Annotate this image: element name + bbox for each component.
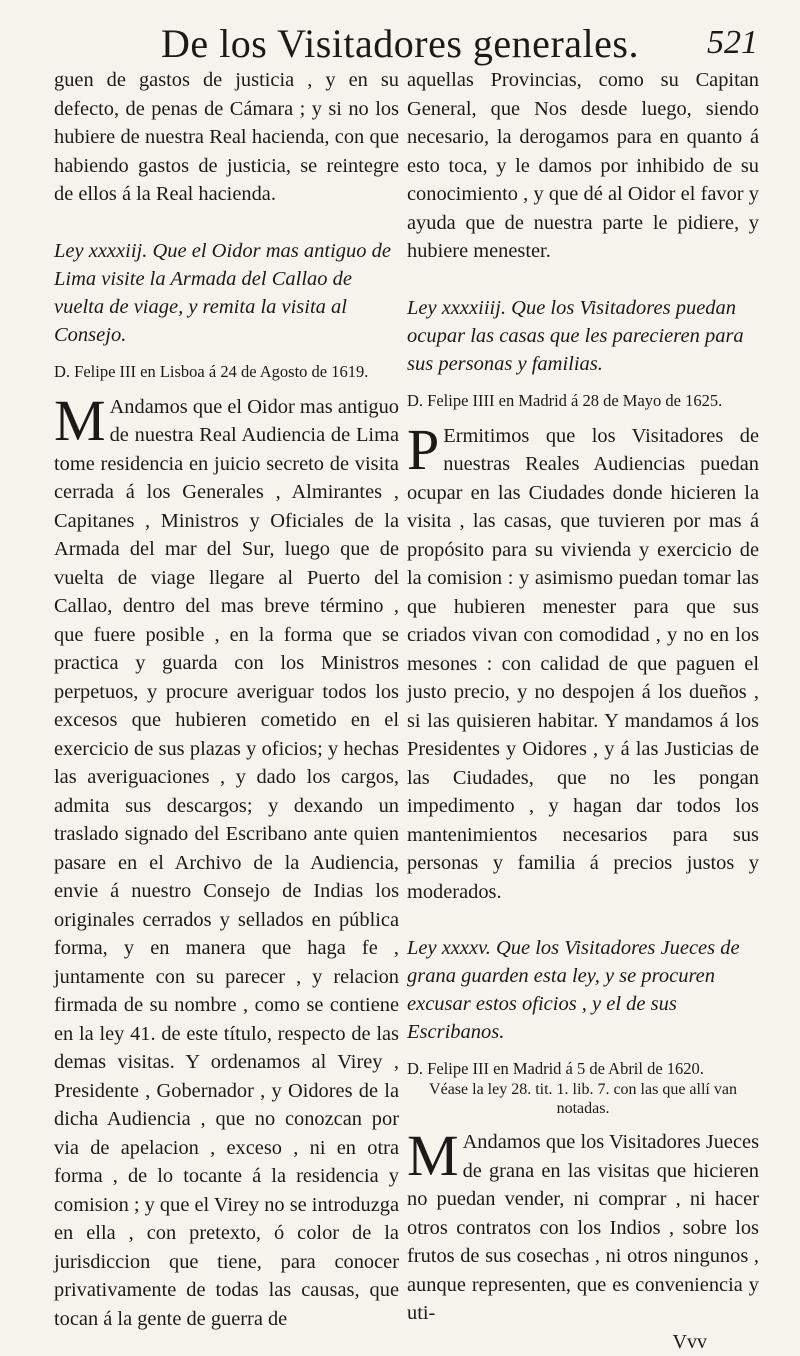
law-35-text: Andamos que los Visitadores Jueces de grana en las visitas que hicieren no puedan vender, ni comprar , ni hacer otros contratos con los Indios , sobre los frutos de sus cosechas , ni otros ningunos , aunque representen, que es conveniencia y uti- (407, 1131, 759, 1324)
law-33-title: Ley xxxxiij. Que el Oidor mas antiguo de Lima visite la Armada del Callao de vuelta de viage, y remita la visita al Consejo. (54, 237, 399, 349)
right-column (407, 66, 759, 1356)
law-34-body (407, 422, 759, 907)
page-number: 521 (707, 24, 758, 62)
drop-cap: M (407, 1134, 459, 1178)
law-35-cross-reference: Véase la ley 28. tit. 1. lib. 7. con las que allí van notadas. (407, 1080, 759, 1118)
catchword: Vvv (407, 1328, 707, 1356)
drop-cap: M (54, 399, 106, 443)
law-33-body (54, 393, 399, 1334)
law-35-date: D. Felipe III en Madrid á 5 de Abril de 1620. (407, 1058, 759, 1080)
running-title: De los Visitadores generales. (0, 20, 800, 67)
law-34-text: Ermitimos que los Visitadores de nuestras Reales Audiencias puedan ocupar en las Ciudades donde hicieren la visita , las casas, que tuvieren por mas á propósito para su vivienda y exercicio de la comision : y asimismo puedan tomar las que hubieren menester para que sus criados vivan con comodidad , y no en los mesones : con calidad de que paguen el justo precio, y no despojen á los dueños , si las quisieren habitar. Y mandamos á los Presidentes y Oidores , y á las Justicias de las Ciudades, que no les pongan impedimento , y hagan dar todos los mantenimientos necesarios para sus personas y familia á precios justos y moderados. (407, 425, 759, 903)
continued-paragraph: guen de gastos de justicia , y en su defecto, de penas de Cámara ; y si no los hubiere de nuestra Real hacienda, con que habiendo gastos de justicia, se reintegre de ellos á la Real hacienda. (54, 66, 399, 209)
law-35-body (407, 1128, 759, 1328)
page-header (0, 14, 800, 66)
law-34-date: D. Felipe IIII en Madrid á 28 de Mayo de 1625. (407, 390, 759, 412)
law-35-title: Ley xxxxv. Que los Visitadores Jueces de grana guarden esta ley, y se procuren excusar estos oficios , y el de sus Escribanos. (407, 934, 759, 1046)
law-33-date: D. Felipe III en Lisboa á 24 de Agosto de 1619. (54, 361, 399, 383)
left-column (54, 66, 399, 1333)
drop-cap: P (407, 428, 439, 472)
continued-paragraph: aquellas Provincias, como su Capitan General, que Nos desde luego, siendo necesario, la derogamos para en quanto á esto toca, y le damos por inhibido de su conocimiento , y que dé al Oidor el favor y ayuda que de nuestra parte le pidiere, y hubiere menester. (407, 66, 759, 266)
law-34-title: Ley xxxxiiij. Que los Visitadores puedan ocupar las casas que les parecieren para sus personas y familias. (407, 294, 759, 378)
law-33-text: Andamos que el Oidor mas antiguo de nuestra Real Audiencia de Lima tome residencia en juicio secreto de visita cerrada á los Generales , Almirantes , Capitanes , Ministros y Oficiales de la Armada del mar del Sur, luego que de vuelta de viage llegare al Puerto del Callao, dentro del mas breve término , que fuere posible , en la forma que se practica y guarda con los Ministros perpetuos, y procure averiguar todos los excesos que hubieren cometido en el exercicio de sus plazas y oficios; y hechas las averiguaciones , y dado los cargos, admita sus descargos; y dexando un traslado signado del Escribano ante quien pasare en el Archivo de la Audiencia, envie á nuestro Consejo de Indias los originales cerrados y sellados en pública forma, y en manera que haga fe , juntamente con su parecer , y relacion firmada de su nombre , como se contiene en la ley 41. de este título, respecto de las demas visitas. Y ordenamos al Virey , Presidente , Gobernador , y Oidores de la dicha Audiencia , que no conozcan por via de apelacion , exceso , ni en otra forma , de lo tocante á la residencia y comision ; y que el Virey no se introduzga en ella , con pretexto, ó color de la jurisdiccion que tiene, para conocer privativamente de todas las causas, que tocan á la gente de guerra de (54, 396, 399, 1330)
